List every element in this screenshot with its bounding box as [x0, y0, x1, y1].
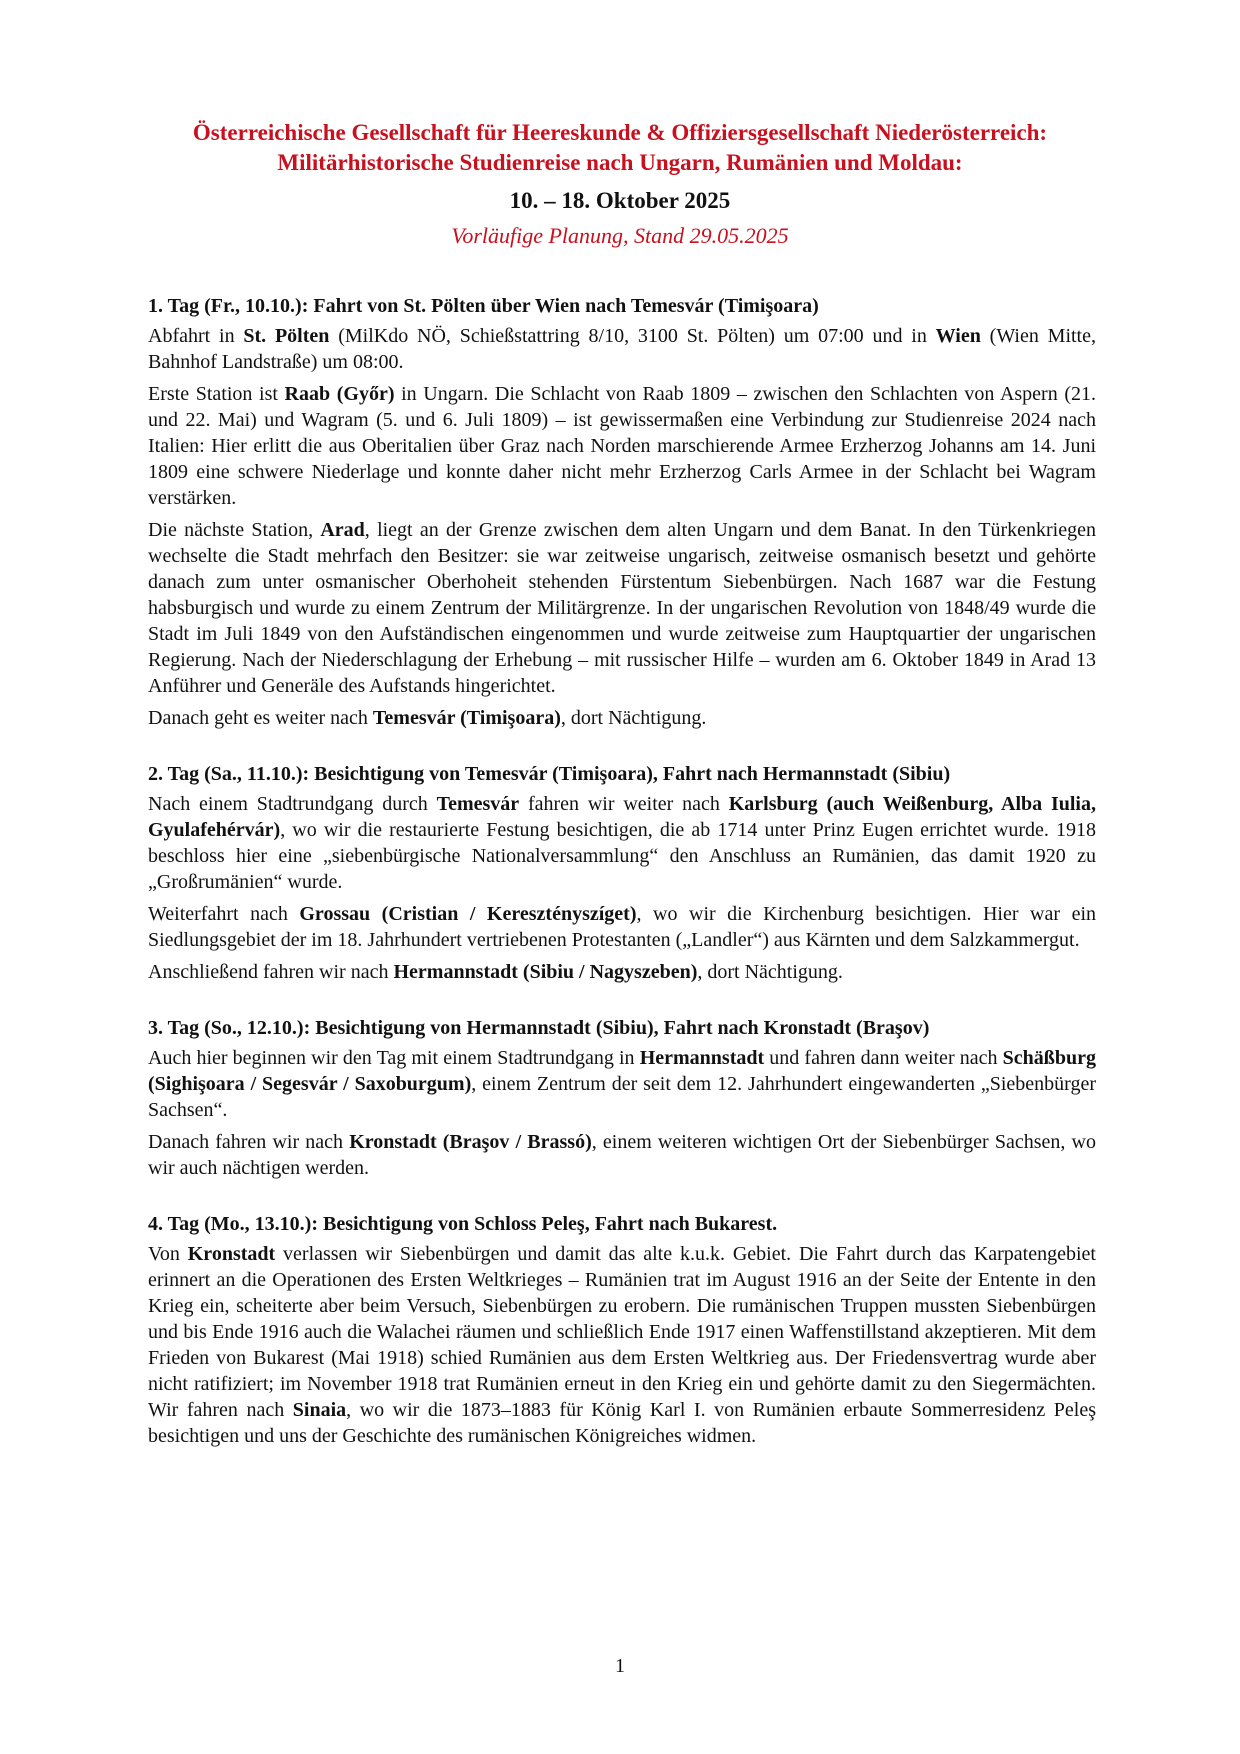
itinerary-content [148, 293, 1096, 1479]
place-name: Kronstadt [187, 1243, 276, 1265]
text-run: Abfahrt in [148, 325, 244, 347]
text-run: , dort Nächtigung. [697, 961, 843, 983]
text-run: Nach einem Stadtrundgang durch [148, 793, 437, 815]
day-paragraph [148, 1129, 1096, 1181]
page-number: 1 [615, 1655, 625, 1677]
day-section [148, 1211, 1096, 1449]
place-name: Karlsburg (auch Weißenburg, Alba Iulia, Gyulafehérvár) [148, 793, 1096, 841]
header-planning-status: Vorläufige Planung, Stand 29.05.2025 [451, 223, 789, 248]
text-run: , liegt an der Grenze zwischen dem alten Ungarn und dem Banat. In den Türkenkriegen wechselte die Stadt mehrfach den Besitzer: sie war zeitweise ungarisch, zeitweise osmanisch besetzt und gehörte danach zum unter osmanischer Oberhoheit stehenden Fürstentum Siebenbürgen. Nach 1687 war die Festung habsburgisch und wurde zu einem Zentrum der Militärgrenze. In der ungarischen Revolution von 1848/49 wurde die Stadt im Juli 1849 von den Aufständischen eingenommen und wurde zeitweise zum Hauptquartier der ungarischen Regierung. Nach der Niederschlagung der Erhebung – mit russischer Hilfe – wurden am 6. Oktober 1849 in Arad 13 Anführer und Generäle des Aufstands hingerichtet. [148, 519, 1096, 697]
day-section [148, 293, 1096, 731]
place-name: Temesvár (Timişoara) [372, 707, 561, 729]
place-name: Temesvár [436, 793, 520, 815]
day-paragraph [148, 791, 1096, 895]
day-title: 4. Tag (Mo., 13.10.): Besichtigung von Schloss Peleş, Fahrt nach Bukarest. [148, 1213, 778, 1235]
place-name: Grossau (Cristian / Keresztényszíget) [299, 903, 637, 925]
place-name: Kronstadt (Braşov / Brassó) [349, 1131, 592, 1153]
header-trip-dates: 10. – 18. Oktober 2025 [509, 188, 731, 213]
text-run: , dort Nächtigung. [560, 707, 707, 729]
text-run: , wo wir die 1873–1883 für König Karl I. von Rumänien erbaute Sommerresidenz Peleş besichtigen und uns der Geschichte des rumänischen Königreiches widmen. [148, 1399, 1097, 1447]
day-paragraph [148, 901, 1096, 953]
text-run: und fahren dann weiter nach [764, 1047, 1003, 1069]
day-paragraph [148, 1045, 1096, 1123]
header-organizers: Österreichische Gesellschaft für Heereskunde & Offiziersgesellschaft Niederösterreich: [192, 120, 1048, 145]
day-paragraph [148, 1241, 1096, 1449]
text-run: , wo wir die Kirchenburg besichtigen. Hier war ein Siedlungsgebiet der im 18. Jahrhundert vertriebenen Protestanten („Landler“) aus Kärnten und dem Salzkammergut. [148, 903, 1096, 951]
day-paragraph [148, 323, 1096, 375]
text-run: Anschließend fahren wir nach [148, 961, 394, 983]
text-run: in Ungarn. Die Schlacht von Raab 1809 – zwischen den Schlachten von Aspern (21. und 22. Mai) und Wagram (5. und 6. Juli 1809) – ist gewissermaßen eine Verbindung zur Studienreise 2024 nach Italien: Hier erlitt die aus Oberitalien über Graz nach Norden marschierende Armee Erzherzog Johanns am 14. Juni 1809 eine schwere Niederlage und konnte daher nicht mehr Erzherzog Carls Armee in der Schlacht bei Wagram verstärken. [148, 383, 1096, 509]
text-run: Danach geht es weiter nach [148, 707, 373, 729]
header-trip-title: Militärhistorische Studienreise nach Ungarn, Rumänien und Moldau: [277, 150, 963, 175]
day-paragraph [148, 705, 1096, 731]
place-name: Arad [320, 519, 365, 541]
text-run: fahren wir weiter nach [519, 793, 729, 815]
day-section [148, 1015, 1096, 1181]
text-run: Die nächste Station, [148, 519, 321, 541]
document-header [0, 118, 1240, 251]
text-run: verlassen wir Siebenbürgen und damit das alte k.u.k. Gebiet. Die Fahrt durch das Karpatengebiet erinnert an die Operationen des Ersten Weltkrieges – Rumänien trat im August 1916 an der Seite der Entente in den Krieg ein, scheiterte aber beim Versuch, Siebenbürgen zu erobern. Die rumänischen Truppen mussten Siebenbürgen und bis Ende 1916 auch die Walachei räumen und schließlich Ende 1917 einen Waffenstillstand akzeptieren. Mit dem Frieden von Bukarest (Mai 1918) schied Rumänien aus dem Ersten Weltkrieg aus. Der Friedensvertrag wurde aber nicht ratifiziert; im November 1918 trat Rumänien erneut in den Krieg ein und gehörte damit zu den Siegermächten. Wir fahren nach [148, 1243, 1096, 1421]
day-paragraph [148, 381, 1096, 511]
text-run: Erste Station ist [148, 383, 285, 405]
place-name: St. Pölten [243, 325, 330, 347]
place-name: Wien [935, 325, 981, 347]
text-run: (Wien Mitte, Bahnhof Landstraße) um 08:00. [148, 325, 1096, 373]
day-title: 2. Tag (Sa., 11.10.): Besichtigung von Temesvár (Timişoara), Fahrt nach Hermannstadt (Sibiu) [148, 763, 951, 785]
day-section [148, 761, 1096, 985]
text-run: , einem weiteren wichtigen Ort der Siebenbürger Sachsen, wo wir auch nächtigen werden. [148, 1131, 1096, 1179]
text-run: Weiterfahrt nach [148, 903, 300, 925]
text-run: , wo wir die restaurierte Festung besichtigen, die ab 1714 unter Prinz Eugen errichtet wurde. 1918 beschloss hier eine „siebenbürgische Nationalversammlung“ den Anschluss an Rumänien, das damit 1920 zu „Großrumänien“ wurde. [148, 819, 1096, 893]
day-title: 3. Tag (So., 12.10.): Besichtigung von Hermannstadt (Sibiu), Fahrt nach Kronstadt (Braşov) [148, 1017, 930, 1039]
day-paragraph [148, 517, 1096, 699]
place-name: Schäßburg (Sighişoara / Segesvár / Saxoburgum) [148, 1047, 1096, 1095]
text-run: Von [148, 1243, 188, 1265]
day-title: 1. Tag (Fr., 10.10.): Fahrt von St. Pölten über Wien nach Temesvár (Timişoara) [148, 295, 819, 317]
text-run: Auch hier beginnen wir den Tag mit einem Stadtrundgang in [148, 1047, 640, 1069]
place-name: Raab (Győr) [284, 383, 395, 405]
day-paragraph [148, 959, 1096, 985]
place-name: Hermannstadt (Sibiu / Nagyszeben) [393, 961, 698, 983]
place-name: Hermannstadt [639, 1047, 765, 1069]
place-name: Sinaia [292, 1399, 347, 1421]
text-run: , einem Zentrum der seit dem 12. Jahrhundert eingewanderten „Siebenbürger Sachsen“. [148, 1073, 1096, 1121]
text-run: (MilKdo NÖ, Schießstattring 8/10, 3100 St. Pölten) um 07:00 und in [329, 325, 936, 347]
text-run: Danach fahren wir nach [148, 1131, 350, 1153]
